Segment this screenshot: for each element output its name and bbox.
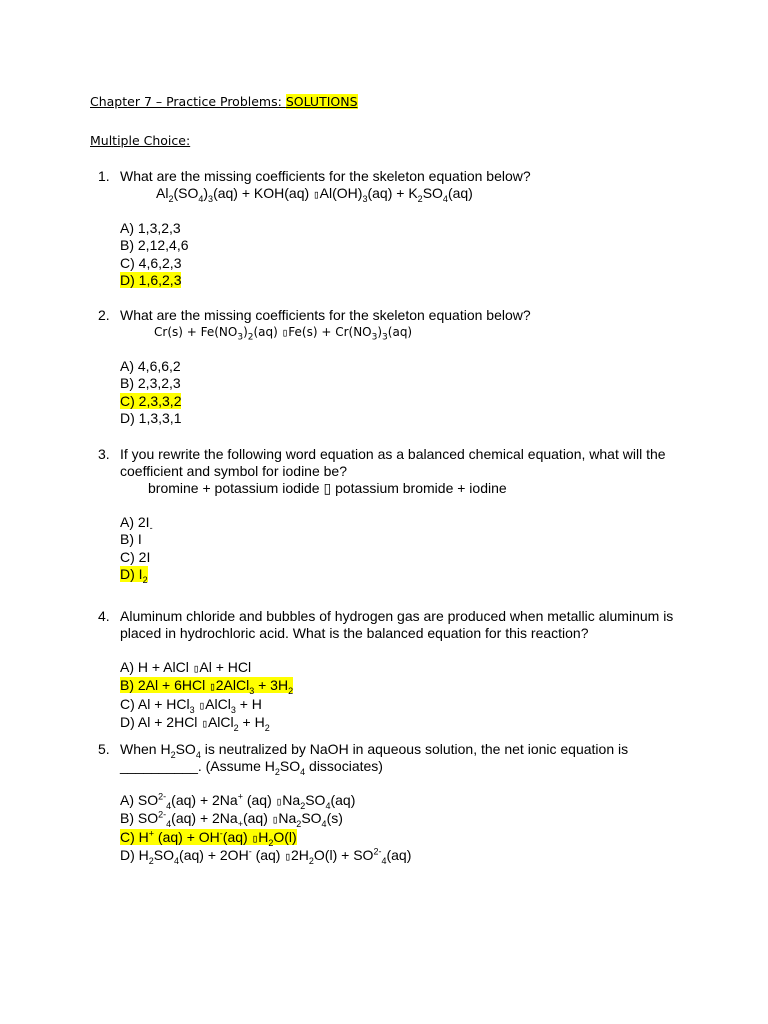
question-1 [98,168,698,290]
choice-c [120,829,698,847]
choice-a: A) H + AlCl ▯Al + HCl [120,659,252,675]
choice-d: D) Al + 2HCl ▯AlCl$_2$ + $H_2$ [120,714,270,734]
choice-b: B) I [120,531,142,548]
choice-a: A) 1,3,2,3 [120,220,181,236]
choice-a: A) $2I_-$ [120,514,153,533]
choice-d: D) $H_2SO_4(aq) + 2OH^-$ (aq) $▯2H_2O(l) + SO^{2-}_4(aq)$ [120,846,412,867]
arrow-icon: ▯ [284,850,291,864]
choice-b: B) 2,3,2,3 [120,375,181,392]
choice-b: B) 2,12,4,6 [120,237,189,254]
question-number: 5. [98,741,110,757]
question-number: 2. [98,307,110,323]
correct-answer: C) H+ (aq) + OH-(aq) $▯H_2O(l)$ [120,828,297,848]
arrow-icon: ▯ [275,795,283,808]
arrow-icon: ▯ [271,813,279,827]
choice-c: C) 4,6,2,3 [120,254,182,271]
correct-answer: C) 2,3,3,2 [120,392,182,409]
answer-choices [120,659,698,733]
arrow-icon: ▯ [201,717,208,731]
question-5 [98,741,698,866]
arrow-icon: ▯ [198,698,206,712]
answer-choices [120,792,698,866]
choice-d [120,272,698,289]
choice-d: D) 1,3,3,1 [120,410,182,427]
arrow-icon: ▯ [281,326,289,339]
question-text: Aluminum chloride and bubbles of hydrogen gas are produced when metallic aluminum is placed in hydrochloric acid. What is the balanced equation for this reaction? [120,608,674,641]
correct-answer: D) $I_2$ [120,566,148,586]
choice-d [120,566,698,586]
arrow-icon: ▯ [251,831,259,845]
choice-c: C) 2I [120,548,151,565]
arrow-icon: ▯ [313,188,320,201]
page-title: Chapter 7 – Practice Problems: SOLUTIONS [90,94,358,109]
choice-c: C) Al + HCl$_3$ ▯AlCl$_3$ + H [120,695,262,715]
question-text: What are the missing coefficients for the skeleton equation below? [120,168,531,184]
question-4 [98,608,698,733]
word-equation: bromine + potassium iodide ▯ potassium bromide + iodine [148,480,507,496]
choice-a: A) 4,6,6,2 [120,358,181,374]
question-text: If you rewrite the following word equation as a balanced chemical equation, what will the coefficient and symbol for iodine be? [120,446,666,479]
answer-choices [120,358,698,428]
solutions-highlight: SOLUTIONS [285,94,358,109]
choice-b: B) $SO^{2-}_4(aq) + 2Na_+(aq)$ $▯Na_2SO_4(s)$ [120,809,343,830]
question-number: 1. [98,168,110,184]
arrow-icon: ▯ [209,680,216,694]
correct-answer: D) 1,6,2,3 [120,272,182,289]
question-text: What are the missing coefficients for the skeleton equation below? [120,307,531,323]
question-3 [98,446,698,584]
skeleton-equation: $Al_2(SO_4)_3(aq) + KOH(aq)$ $▯Al(OH)_3(aq) + K_2SO_4(aq)$ [156,185,473,204]
skeleton-equation: $Cr(s) + Fe(NO_3)_2(aq)$ ▯Fe(s) + $Cr(NO_3)_3(aq)$ [154,325,413,343]
question-2 [98,307,698,428]
choice-a: A) $SO^{2-}_4(aq) + 2Na^+$ (aq) $▯Na_2SO_4(aq)$ [120,791,356,811]
choice-c [120,393,698,410]
question-number: 3. [98,446,110,462]
answer-choices [120,220,698,290]
answer-choices [120,514,698,584]
choice-b [120,677,698,695]
section-heading: Multiple Choice: [90,133,191,148]
question-text: When $H_2SO_4$ is neutralized by NaOH in aqueous solution, the net ionic equation is __________. (Assume $H_2SO_4$ dissociates) [120,741,629,777]
arrow-icon: ▯ [192,662,200,675]
question-number: 4. [98,608,110,624]
correct-answer: B) 2Al + 6HCl ▯2AlCl$_3$ + $3H_2$ [120,677,294,697]
